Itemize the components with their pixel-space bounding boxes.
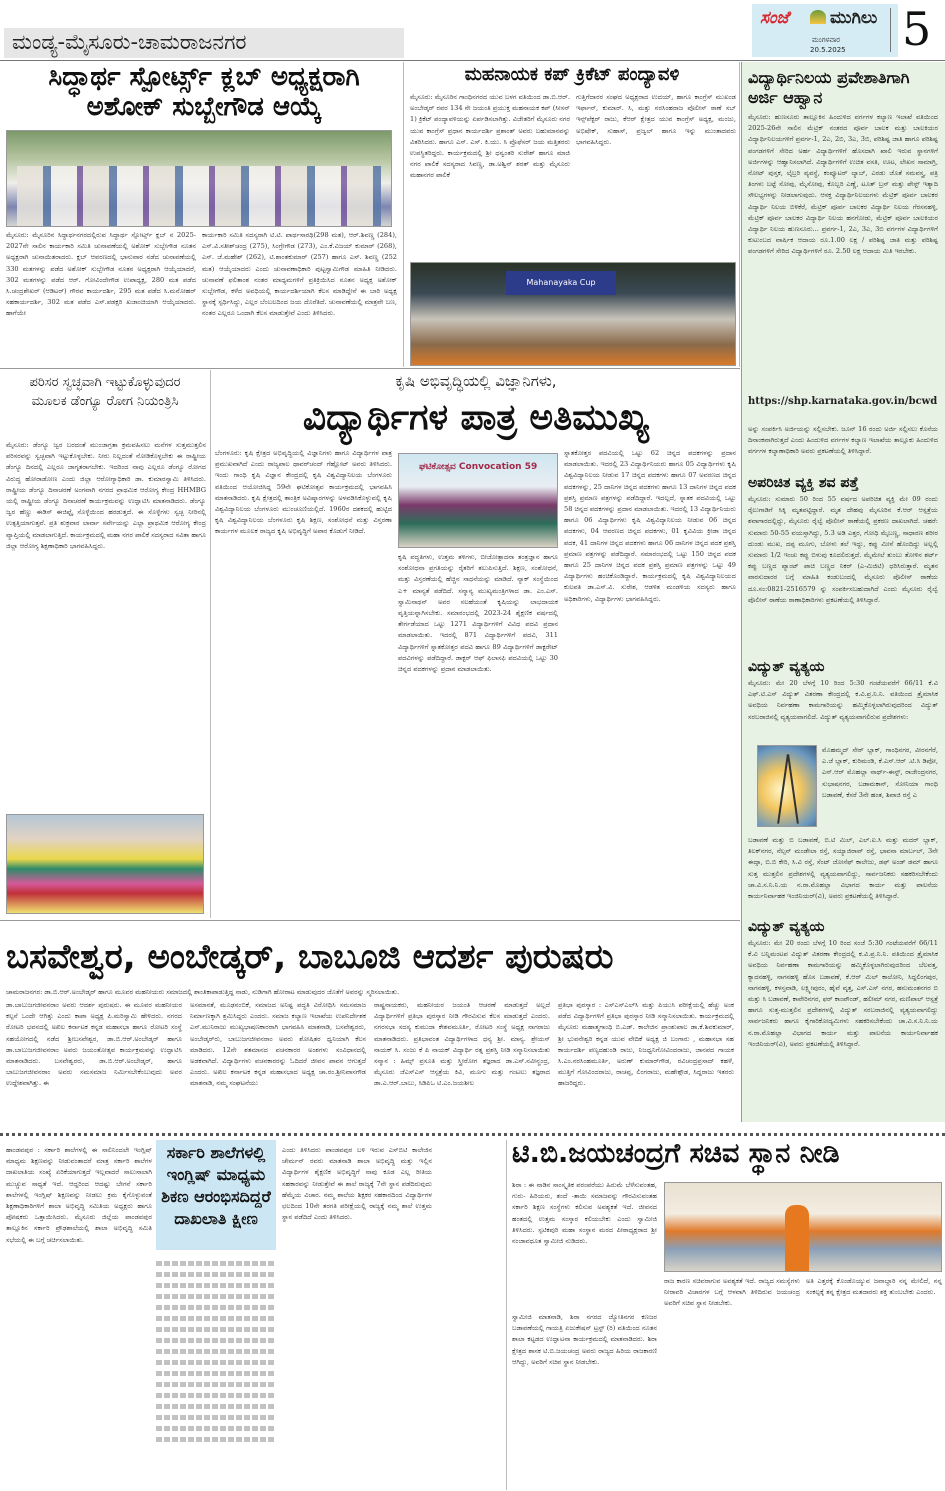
basaveshwara-headline: ಬಸವೇಶ್ವರ, ಅಂಬೇಡ್ಕರ್, ಬಾಬೂಜಿ ಆದರ್ಶ ಪುರುಷರು [6, 937, 614, 977]
col-divider [739, 62, 740, 367]
hostel-link[interactable] [748, 395, 938, 409]
jayachandra-headline: ಟಿ.ಬಿ.ಜಯಚಂದ್ರಗೆ ಸಚಿವ ಸ್ಥಾನ ನೀಡಿ [512, 1138, 840, 1169]
hostel-body-end: ಅನ್ನು ಸಂಪರ್ಕಿಸಿ ಅರ್ಜಿಯನ್ನು ಸಲ್ಲಿಸಬೇಕು. ಜೂನ್ 16 ರಂದು ಅರ್ಜಿ ಸಲ್ಲಿಸಲು ಕೊನೆಯ ದಿನಾಂಕವಾಗಿರುತ್ತದೆ ಎಂದು ಹಿಂದುಳಿದ ವರ್ಗಗಳ ಕಲ್ಯಾಣ ಇಲಾಖೆಯ ತಾಲ್ಲೂಕು ಹಿಂದುಳಿದ ವರ್ಗಗಳ ಕಲ್ಯಾಣಾಧಿಕಾರಿ ಅವರು ಪ್ರಕಟಣೆಯಲ್ಲಿ ತಿಳಿಸಿದ್ದಾರೆ. [748, 425, 938, 456]
weekday: ಮಂಗಳವಾರ [812, 36, 841, 44]
english-medium-col1: ಹಾಂಡವಪುರ : ಸರ್ಕಾರಿ ಶಾಲೆಗಳಲ್ಲಿ ಈ ಸಾಲಿನಿಂದಲೇ ಇಂಗ್ಲಿಷ್ ಮಾಧ್ಯಮ ಶಿಕ್ಷಣವನ್ನು ನೀಡುವಂತಾದರೆ ಮಾತ್ರ ಸರ್ಕಾರಿ ಶಾಲೆಗಳ ದಾಖಲಾತಿಯ ಸಂಖ್ಯೆ ಏರಿಕೆಯಾಗುತ್ತದೆ ಇಲ್ಲವಾದರೆ ಸಾಲುಸಾಲಾಗಿ ಮುಚ್ಚುವ ಸಾಧ್ಯತೆ ಇದೆ. ಆದ್ದರಿಂದ ಆದಷ್ಟು ಬೇಗನೆ ಸರ್ಕಾರಿ ಶಾಲೆಗಳಲ್ಲಿ ಇಂಗ್ಲಿಷ್ ಶಿಕ್ಷಣವನ್ನು ನೀಡಲು ಕ್ರಮ ಕೈಗೊಳ್ಳುವಂತೆ ಶಿಕ್ಷಣಾಧಿಕಾರಿಗಳಿಗೆ ಶಾಲಾ ಅಭಿವೃದ್ಧಿ ಸಮಿತಿಯ ಅಧ್ಯಕ್ಷರು ಹಾಗೂ ಪೋಷಕರು ಒತ್ತಾಯಿಸಿದರು. ಮೈಸೂರು ಜಿಲ್ಲೆಯ ಪಾಂಡವಪುರ ತಾಲ್ಲೂಕಿನ ಸರ್ಕಾರಿ ಪ್ರೌಢಶಾಲೆಯಲ್ಲಿ ಶಾಲಾ ಅಭಿವೃದ್ಧಿ ಸಮಿತಿ ಸಭೆಯಲ್ಲಿ ಈ ಬಗ್ಗೆ ಚರ್ಚಿಸಲಾಯಿತು. [6, 1146, 152, 1244]
col-divider [210, 370, 211, 918]
col-divider [506, 1140, 507, 1490]
unknown-body-headline: ಅಪರಿಚಿತ ವ್ಯಕ್ತಿ ಶವ ಪತ್ತೆ [748, 475, 859, 491]
sports-club-col1: ಮೈಸೂರು: ಮೈಸೂರಿನ ಸಿದ್ಧಾರ್ಥನಗರದಲ್ಲಿರುವ ಸಿದ್ಧಾರ್ಥ ಸ್ಪೋರ್ಟ್ಸ್ ಕ್ಲಬ್ ನ 2025-2027ನೇ ಸಾಲಿನ ಕಾರ್ಯಕಾರಿ ಸಮಿತಿ ಚುನಾವಣೆಯಲ್ಲಿ ಅಶೋಕ್ ಸುಬ್ಬೇಗೌಡ ನೂತನ ಅಧ್ಯಕ್ಷರಾಗಿ ಚುನಾಯಿತರಾದರು. ಕ್ಲಬ್ ಆವರಣದಲ್ಲಿ ಭಾನುವಾರ ನಡೆದ ಚುನಾವಣೆಯಲ್ಲಿ 330 ಮತಗಳನ್ನು ಪಡೆದ ಅಶೋಕ್ ಸುಬ್ಬೇಗೌಡ ನೂತನ ಅಧ್ಯಕ್ಷರಾಗಿ ಆಯ್ಕೆಯಾದರೆ, 302 ಮತಗಳನ್ನು ಪಡೆದ ಆರ್. ಗೋವಿಂದೇಗೌಡ ಉಪಾಧ್ಯಕ್ಷ, 280 ಮತ ಪಡೆದ ಸಿ.ಚಂದ್ರಶೇಖರ್ (ಆಡಿಟರ್) ಗೌರವ ಕಾರ್ಯದರ್ಶಿ, 295 ಮತ ಪಡೆದ ಸಿ.ಮನೋಹರ್ ಸಹಕಾರ್ಯದರ್ಶಿ, 302 ಮತ ಪಡೆದ ಎಸ್.ಪಡಕ್ಷರಿ ಖಜಾಂಚಿಯಾಗಿ ಆಯ್ಕೆಯಾದರು. ಹಾಗೆಯೇ [6, 231, 196, 318]
swamiji-figure [785, 1205, 809, 1272]
jayachandra-col4: ಅತಿ ಎತ್ತರಕ್ಕೆ ಕೊಂಡೊಯ್ಯುವ ಜವಾಬ್ದಾರಿ ನನ್ನ ಮೇಲಿದೆ, ನನ್ನ ಸಂಕಲ್ಪಕ್ಕೆ ತನ್ನ ಕ್ಷೇತ್ರದ ಮತದಾರರು ಶಕ್ತಿ ತುಂಬಬೇಕು ಎಂದರು. [806, 1277, 942, 1297]
logo-text-red: ಸಂಜೆ [760, 8, 789, 28]
agriculture-col2: ಕೃಷಿ ಪದ್ಧತಿಗಳು, ಉತ್ತಮ ತಳಿಗಳು, ಬೀಜೋತ್ಪಾದನಾ ತಂತ್ರಜ್ಞಾನ ಹಾಗೂ ಸಂಶೋಧನಾ ಪ್ರಗತಿಯನ್ನು ರೈತರಿಗೆ ತಲುಪಿಸುತ್ತಿದೆ. ಶಿಕ್ಷಣ, ಸಂಶೋಧನೆ, ಮತ್ತು ವಿಸ್ತರಣೆಯಲ್ಲಿ ಹೆಚ್ಚಿನ ಸಾಧನೆಯನ್ನು ಮಾಡಿದೆ. ನ್ಯಾಕ್ ಸಂಸ್ಥೆಯಿಂದ ಎ+ ಮಾನ್ಯತೆ ಪಡೆದಿದೆ. ಸನ್ಮಾನ್ಯ ಮುಖ್ಯಮಂತ್ರಿಗಳಾದ ಡಾ. ಎಂ.ಎಸ್. ಸ್ವಾಮಿನಾಥನ್ ಅವರ ಸಲಹೆಯಂತೆ ಕೃಷಿಯನ್ನು ಲಾಭದಾಯಕ ವೃತ್ತಿಯನ್ನಾಗಿಸಬೇಕು. ಸಮಾರಂಭದಲ್ಲಿ 2023-24 ಶೈಕ್ಷಣಿಕ ವರ್ಷದಲ್ಲಿ ತೇರ್ಗಡೆಯಾದ ಒಟ್ಟು 1271 ವಿದ್ಯಾರ್ಥಿಗಳಿಗೆ ವಿವಿಧ ಪದವಿ ಪ್ರದಾನ ಮಾಡಲಾಯಿತು. ಇದರಲ್ಲಿ 871 ವಿದ್ಯಾರ್ಥಿಗಳಿಗೆ ಪದವಿ, 311 ವಿದ್ಯಾರ್ಥಿಗಳಿಗೆ ಸ್ನಾತಕೋತ್ತರ ಪದವಿ ಹಾಗೂ 89 ವಿದ್ಯಾರ್ಥಿಗಳಿಗೆ ಡಾಕ್ಟರೇಟ್ ಪದವಿಗಳನ್ನು ಪಡೆದಿದ್ದಾರೆ. ಡಾಕ್ಟರ್ ಆಫ್ ಫಿಲಾಸಫಿ ಪದವಿಯಲ್ಲಿ ಒಟ್ಟು 30 ಚಿನ್ನದ ಪದಕಗಳನ್ನು ಪ್ರದಾನ ಮಾಡಲಾಯಿತು. [398, 553, 558, 674]
english-medium-col2: ಎಂದು ತಿಳಿಸಿದರು ಪಾಂಡವಪುರ ಬಳಿ ಇರುವ ಎಸ್‌ಬಿಟಿ ಕಾಲೇಜಿನ ಚೇರ್ಮನ್ ರವರು ಮಾತನಾಡಿ ಶಾಲಾ ಅಭಿವೃದ್ಧಿ ಮತ್ತು ಇಲ್ಲಿನ ವಿದ್ಯಾರ್ಥಿಗಳ ಶೈಕ್ಷಣಿಕ ಅಭಿವೃದ್ಧಿಗೆ ನಾವು ಕೂಡ ಎಲ್ಲ ರೀತಿಯ ಸಹಕಾರವನ್ನು ನೀಡುತ್ತೇವೆ ಈ ಶಾಲೆ ರಾಜ್ಯಕ್ಕೆ 7ನೇ ಸ್ಥಾನ ಪಡೆದಿರುವುದು ಹೆಮ್ಮೆಯ ವಿಚಾರ. ನಮ್ಮ ಶಾಲೆಯ ಶಿಕ್ಷಕರ ಸಹಕಾರದಿಂದ ವಿದ್ಯಾರ್ಥಿಗಳ ಛಲದಿಂದ 10ನೇ ತರಗತಿ ಪರೀಕ್ಷೆಯಲ್ಲಿ ರಾಜ್ಯಕ್ಕೆ ನಮ್ಮ ಶಾಲೆ ಉತ್ತಮ ಸ್ಥಾನ ಪಡೆದಿದೆ ಎಂದು ತಿಳಿಸಿದರು. [282, 1146, 432, 1222]
cricket-col1: ಮೈಸೂರು: ಮೈಸೂರಿನ ಗಾಂಧಿನಗರದ ಯುವ ಬಳಗ ವತಿಯಿಂದ ಡಾ.ಬಿ.ಆರ್. ಅಂಬೇಡ್ಕರ್ ರವರ 134 ನೇ ಜಯಂತಿ ಪ್ರಯುಕ್ತ ಮಹನಾಯಕ ಕಪ್ (ಸೀಸನ್ 1) ಕ್ರಿಕೆಟ್ ಪಂದ್ಯಾವಳಿಯನ್ನು ಏರ್ಪಡಿಸಲಾಗಿತ್ತು. ವಿಜೇತರಿಗೆ ಮೈಸೂರು ನಗರ ಯುವ ಕಾಂಗ್ರೆಸ್ ಪ್ರಧಾನ ಕಾರ್ಯದರ್ಶಿ ಪ್ರಶಾಂತ್ ಅವರು ಬಹುಮಾನವನ್ನು ವಿತರಿಸಿದರು. ಹಾಗೂ ಎಸ್. ಎಸ್. ಕಿ.ಯು. ಸಿ ಪ್ರೊಫೆಸರ್ ಜಯ ಮತ್ತಿತರರು ಉಪಸ್ಥಿತರಿದ್ದರು. ಕಾರ್ಯಕ್ರಮದಲ್ಲಿ ಶ್ರೀ ಧನ್ವಂತರಿ ಸುರೇಶ್ ಹಾಗೂ ಮಾಜಿ ನಗರ ಪಾಲಿಕೆ ಸದಸ್ಯರಾದ ಸಿವಣ್ಣ, ಡಾ.ಅಶ್ವಿನ್ ಶರತ್ ಮತ್ತು ಮೈಸೂರು ಮಹಾನಗರ ಪಾಲಿಕೆ [410, 93, 570, 180]
power-tower-photo [757, 745, 817, 827]
power-cut-1-bottom: ಬಡಾವಣೆ ಮತ್ತು ಬಿ ಬಡಾವಣೆ, ಬಿ.ಟಿ ಮಿಲ್, ಎಲ್.ಐ.ಸಿ ಮತ್ತು ಮದರ್ ಬ್ಲಾಕ್, ತಿಲಕ್‌ನಗರ, ನೆಲ್ಸನ್ ಮಂಡೇಲಾ ರಸ್ತೆ, ಸಯ್ಯಾಜಿರಾವ್ ರಸ್ತೆ, ಭಾವನಾ ಮಾರ್ಬಲ್, 3ನೇ ಈದ್ಗಾ, ಬಿ.ಬಿ ಕೇರಿ, ಸಿ.ವಿ ರಸ್ತೆ, ಸೆಂಟ್ ಜೋಸೆಫ್ ಕಾಲೇಜು, ಡಫ್ ಅಂಡ್ ಡಮ್ ಹಾಗೂ ಸುತ್ತ ಮುತ್ತಲಿನ ಪ್ರದೇಶಗಳಲ್ಲಿ ವ್ಯತ್ಯಯವಾಗಲಿದ್ದು, ಸಾರ್ವಜನಿಕರು ಸಹಕರಿಸಬೇಕೆಂದು ಚಾ.ವಿ.ಸ.ನಿ.ನಿ.ಯ ನ.ರಾ.ಮೊಹಲ್ಲಾ ವಿಭಾಗದ ಕಾರ್ಯ ಮತ್ತು ಪಾಲನೆಯ ಕಾರ್ಯನಿರ್ವಾಹಕ ಇಂಜಿನಿಯರ್(ವಿ), ಅವರು ಪ್ರಕಟಣೆಯಲ್ಲಿ ತಿಳಿಸಿದ್ದಾರೆ. [748, 836, 938, 901]
island-logo-icon [810, 10, 826, 24]
jayachandra-col3: ರಾಜ ಕಾರಣ ಸಚಿವರಾಗುವ ಅವಶ್ಯಕತೆ ಇದೆ. ರಾಜ್ಯದ ಸಮಸ್ಯೆಗಳು ನೀರಾವರಿ ವಿಚಾರಗಳ ಬಗ್ಗೆ ಆಳವಾಗಿ ತಿಳಿದಿರುವ ಜಯಚಂದ್ರ ಅವರಿಗೆ ಸಚಿವ ಸ್ಥಾನ ನೀಡಬೇಕು. [664, 1277, 800, 1308]
english-medium-headline: ಸರ್ಕಾರಿ ಶಾಲೆಗಳಲ್ಲಿ ಇಂಗ್ಲಿಷ್ ಮಾಧ್ಯಮ ಶಿಕಣ ಆರಂಭಿಸದಿದ್ದರೆ ದಾಖಲಾತಿ ಕ್ಷೀಣ [161, 1143, 271, 1228]
issue-date: 20.5.2025 [810, 46, 846, 54]
power-cut-1-wrap: ಮೊಹಮ್ಮದ್ ಸೇಠ್ ಬ್ಲಾಕ್, ಗಾಂಧಿನಗರ, ವೀರನಗೆರೆ, ಎ.ಜೆ ಬ್ಲಾಕ್, ಕುರಿಮಂಡಿ, ಕೆ.ಎಸ್.ಆರ್ .ಟಿ.ಸಿ ಡಿಪೋ, ಎನ್.ಆರ್ ಮೊಹಲ್ಲಾ ನಾರ್ಥ್-ಈಸ್ಟ್, ರಾಜೇಂದ್ರನಗರ, ಸುಭಾಷನಗರ, ಬಡಾಮಕಾನ್, ಸೋನಿಯಾ ಗಾಂಧಿ ಬಡಾವಣೆ, ಕೆಸರೆ 3ನೇ ಹಂತ, ಶಿವಾಜಿ ರಸ್ತೆ ಎ [822, 746, 938, 799]
dengue-body: ಮೈಸೂರು: ಡೆಂಗ್ಯೂ ಜ್ವರ ಬರದಂತೆ ಮುಂಜಾಗ್ರತಾ ಕ್ರಮವಹಿಸಲು ಮನೆಗಳ ಸುತ್ತಮುತ್ತಲಿನ ಪರಿಸರವನ್ನು ಸ್ವಚ್ಛವಾಗಿ ಇಟ್ಟುಕೊಳ್ಳಬೇಕು. ನೀರು ನಿಲ್ಲದಂತೆ ನೋಡಿಕೊಳ್ಳಬೇಕು ಈ ರಾಷ್ಟ್ರೀಯ ಡೆಂಗ್ಯೂ ದಿನದಲ್ಲಿ ಎಲ್ಲರೂ ಜಾಗೃತರಾಗಬೇಕು. ಇದರಿಂದ ನಾವು ಎಲ್ಲರೂ ಡೆಂಗ್ಯೂ ರೋಗದ ವಿರುದ್ಧ ಹೋರಾಡೋಣ ಎಂದು ಜಿಲ್ಲಾ ಆರೋಗ್ಯಾಧಿಕಾರಿ ಡಾ. ಕುಮಾರಸ್ವಾಮಿ ತಿಳಿಸಿದರು. ರಾಷ್ಟ್ರೀಯ ಡೆಂಗ್ಯೂ ದಿನಾಚರಣೆ ಅಂಗವಾಗಿ ನಗರದ ಪ್ರಾಥಮಿಕ ಆರೋಗ್ಯ ಕೇಂದ್ರ HHMBG ಯಲ್ಲಿ ರಾಷ್ಟ್ರೀಯ ಡೆಂಗ್ಯೂ ದಿನಾಚರಣೆ ಕಾರ್ಯಕ್ರಮವನ್ನು ಉದ್ಘಾಟಿಸಿ ಮಾತನಾಡಿದರು. ಡೆಂಗ್ಯೂ ಜ್ವರ ಹೆಣ್ಣು ಈಡಿಸ್ ಈಜಿಪ್ಟೈ ಸೊಳ್ಳೆಯಿಂದ ಹರಡುತ್ತದೆ. ಈ ಸೊಳ್ಳೆಗಳು ಸ್ವಚ್ಛ ನೀರಿನಲ್ಲಿ ಉತ್ಪತ್ತಿಯಾಗುತ್ತವೆ. ಪ್ರತಿ ಶುಕ್ರವಾರ ಲಾರ್ವಾ ಸರ್ವೇಯನ್ನು ಎಲ್ಲಾ ಪ್ರಾಥಮಿಕ ಆರೋಗ್ಯ ಕೇಂದ್ರ ವ್ಯಾಪ್ತಿಯಲ್ಲಿ ಮಾಡಲಾಗುತ್ತಿದೆ. ಕಾರ್ಯಕ್ರಮದಲ್ಲಿ ಮಹಾ ನಗರ ಪಾಲಿಕೆ ಸದಸ್ಯರಾದ ಸವಿತಾ ಹಾಗೂ ಜಿಲ್ಲಾ ಆರೋಗ್ಯ ಶಿಕ್ಷಣಾಧಿಕಾರಿ ಭಾಗವಹಿಸಿದ್ದರು. [6, 441, 206, 550]
hostel-body: ಮೈಸೂರು: ಹುಣಸೂರು ತಾಲ್ಲೂಕಿನ ಹಿಂದುಳಿದ ವರ್ಗಗಳ ಕಲ್ಯಾಣ ಇಲಾಖೆ ವತಿಯಿಂದ 2025-26ನೇ ಸಾಲಿನ ಮೆಟ್ರಿಕ್ ನಂತರದ ಪೂರ್ವ ಬಾಲಕ ಮತ್ತು ಬಾಲಕಿಯರ ವಿದ್ಯಾರ್ಥಿನಿಲಯಗಳಿಗೆ ಪ್ರವರ್ಗ-1, 2ಎ, 2ಬಿ, 3ಎ, 3ಬಿ, ಪರಿಶಿಷ್ಟ ಜಾತಿ ಹಾಗೂ ಪರಿಶಿಷ್ಟ ಪಂಗಡಗಳಿಗೆ ಸೇರಿದ ಅರ್ಹ ವಿದ್ಯಾರ್ಥಿಗಳಿಗೆ ಹೊಸದಾಗಿ ಖಾಲಿ ಇರುವ ಸ್ಥಾನಗಳಿಗೆ ಅರ್ಜಿಗಳನ್ನು ಆಹ್ವಾನಿಸಲಾಗಿದೆ. ವಿದ್ಯಾರ್ಥಿಗಳಿಗೆ ಉಚಿತ ವಸತಿ, ಊಟ, ಲೇಖನ ಸಾಮಾಗ್ರಿ, ನೋಟ್ ಪುಸ್ತಕ, ಲೈಬ್ರರಿ ವ್ಯವಸ್ಥೆ, ಕಂಪ್ಯೂಟರ್ ಲ್ಯಾಬ್, ಎರಡು ಜೊತೆ ಸಮವಸ್ತ್ರ, ಪತ್ರಿ ತಿಂಗಳು ಬಟ್ಟೆ ಸೋಪು, ಮೈಸೋಪು, ಕೊಬ್ಬರಿ ಎಣ್ಣೆ, ಟೂತ್ ಬ್ರಸ್ ಮತ್ತು ಪೇಸ್ಟ್ ಇತ್ಯಾದಿ ಸೌಲಭ್ಯಗಳನ್ನು ನೀಡಲಾಗುವುದು. ಆಸಕ್ತ ವಿದ್ಯಾರ್ಥಿನಿಲಯಗಳು ಮೆಟ್ರಿಕ್ ಪೂರ್ವ ಬಾಲಕರ ವಿದ್ಯಾರ್ಥಿ ನಿಲಯ ಬಿಳಿಕೆರೆ, ಮೆಟ್ರಿಕ್ ಪೂರ್ವ ಬಾಲಕರ ವಿದ್ಯಾರ್ಥಿ ನಿಲಯ ಗೆರಸನಹಳ್ಳಿ, ಮೆಟ್ರಿಕ್ ಪೂರ್ವ ಬಾಲಕರ ವಿದ್ಯಾರ್ಥಿ ನಿಲಯ ಹನಗೋಡು, ಮೆಟ್ರಿಕ್ ಪೂರ್ವ ಬಾಲಕಿಯರ ವಿದ್ಯಾರ್ಥಿ ನಿಲಯ ಹುಣಸೂರು... ಪ್ರವರ್ಗ-1, 2ಎ, 3ಎ, 3ಬಿ ವರ್ಗಗಳ ವಿದ್ಯಾರ್ಥಿಗಳಿಗೆ ಕುಟುಂಬದ ವಾರ್ಷಿಕ ಆದಾಯ ರೂ.1.00 ಲಕ್ಷ / ಪರಿಶಿಷ್ಟ ಜಾತಿ ಮತ್ತು ಪರಿಶಿಷ್ಟ ಪಂಗಡಗಳಿಗೆ ಸೇರಿದ ವಿದ್ಯಾರ್ಥಿಗಳಿಗೆ ರೂ. 2.50 ಲಕ್ಷ ಆದಾಯ ಮಿತಿ ಇರಬೇಕು. [748, 113, 938, 256]
power-cut-2-body: ಮೈಸೂರು: ಮೇ 20 ರಂದು ಬೆಳಗ್ಗೆ 10 ರಿಂದ ಸಂಜೆ 5:30 ಗಂಟೆಯವರೆಗೆ 66/11 ಕೆ.ವಿ ಬನ್ನಿಮಂಟಪ ವಿದ್ಯುತ್ ವಿತರಣಾ ಕೇಂದ್ರದಲ್ಲಿ ಕ.ವಿ.ಪ್ರ.ನಿ.ನಿ. ವತಿಯಿಂದ ತ್ರೈಮಾಸಿಕ ಅವಧಿಯ ನಿರ್ವಹಣಾ ಕಾಮಗಾರಿಯನ್ನು ಹಮ್ಮಿಕೊಳ್ಳಲಾಗಿರುವುದರಿಂದ ಬೆಲವತ್ತ, ಕ್ಯಾದನಹಳ್ಳಿ, ನಾಗನಹಳ್ಳಿ ಹೊಸ ಬಡಾವಣೆ, ಕೆ.ಆರ್ ಮಿಲ್ ಕಾಲೋನಿ, ಸಿದ್ದಲಿಂಗಪುರ, ನಾಗನಹಳ್ಳಿ, ಕಳಸ್ತವಾಡಿ, ಲಕ್ಷ್ಮೀಪುರಂ, ಹೈವೆ ವೃತ್ತ, ಎಸ್.ಎಸ್ ನಗರ, ಹನುಮಂತನಗರ ಬಿ ಮತ್ತು ಸಿ ಬಡಾವಣೆ, ಕಾವೇರಿನಗರ, ಫರ್ ಕಾಂಪೌಂಡ್, ಹಲೀಮ್ ನಗರ, ಮಣಿಪಾಲ್ ಆಸ್ಪತ್ರೆ ಹಾಗೂ ಸುತ್ತ-ಮುತ್ತಲಿನ ಪ್ರದೇಶಗಳಲ್ಲಿ ವಿದ್ಯುತ್ ಸರಬರಾಜಿನಲ್ಲಿ ವ್ಯತ್ಯಯವಾಗಲಿದ್ದು ಸಾರ್ವಜನಿಕರು ಹಾಗೂ ಕೈಗಾರಿಕೋದ್ಯಮಿಗಳು ಸಹಕರಿಸಬೇಕೆಂದು ಚಾ.ವಿ.ಸ.ನಿ.ನಿ.ಯ ನ.ರಾ.ಮೊಹಲ್ಲಾ ವಿಭಾಗದ ಕಾರ್ಯ ಮತ್ತು ಪಾಲನೆಯ ಕಾರ್ಯನಿರ್ವಾಹಕ ಇಂಜಿನಿಯರ್(ವಿ), ಅವರು ಪ್ರಕಟಣೆಯಲ್ಲಿ ತಿಳಿಸಿದ್ದಾರೆ. [748, 939, 938, 1048]
paper-logo [752, 4, 898, 57]
sports-club-headline: ಸಿದ್ಧಾರ್ಥ ಸ್ಪೋರ್ಟ್ಸ್ ಕ್ಲಬ್ ಅಧ್ಯಕ್ಷರಾಗಿ ಅಶೋಕ್ ಸುಬ್ಬೇಗೌಡ ಆಯ್ಕೆ [48, 62, 360, 122]
sports-club-col2: ಕಾರ್ಯಕಾರಿ ಸಮಿತಿ ಸದಸ್ಯರಾಗಿ ಟಿ.ಟಿ. ಪಾರ್ಥಸಾರಥಿ(298 ಮತ), ಆರ್.ಶಿವಣ್ಣ (284), ಎಸ್.ವಿ.ಸತೀಶ್‌ಚಂದ್ರ (275), ಸಿಂಗ್ರೇಗೌಡ (273), ಎಂ.ಕೆ.ವಿಜಯ್ ಕುಮಾರ್ (268), ಎಸ್. ಜೆ.ಮಹೇಶ್ (262), ಟಿ.ಶಾಂತಕುಮಾರ್ (257) ಹಾಗೂ ಎಸ್. ಶಿವಣ್ಣ (252 ಮತ) ಆಯ್ಕೆಯಾದರು ಎಂದು ಚುನಾವಣಾಧಿಕಾರಿ ಪುಟ್ಟಸ್ವಾಮಿಗೌಡ ಮಾಹಿತಿ ನೀಡಿದರು. ಚುನಾವಣೆ ಫಲಿತಾಂಶ ನಂತರ ಮಾಧ್ಯಮಗಳಿಗೆ ಪ್ರತಿಕ್ರಿಯಿಸಿದ ನೂತನ ಅಧ್ಯಕ್ಷ ಅಶೋಕ್ ಸುಬ್ಬೇಗೌಡ, ಕಳೆದ ಅವಧಿಯಲ್ಲಿ ಕಾರ್ಯದರ್ಶಿಯಾಗಿ ಕೆಲಸ ಮಾಡಿದ್ದೇನೆ ಈ ಬಾರಿ ಅಧ್ಯಕ್ಷ ಸ್ಥಾನಕ್ಕೆ ಸ್ಪರ್ಧಿಸಿದ್ದು, ಎಲ್ಲರ ಬೆಂಬಲದಿಂದ ಜಯ ದೊರೆತಿದೆ. ಚುನಾವಣೆಯಲ್ಲಿ ಮಾತ್ರವೇ ಬಣ, ನಂತರ ಎಲ್ಲರೂ ಒಂದಾಗಿ ಕೆಲಸ ಮಾಡುತ್ತೇವೆ ಎಂದು ತಿಳಿಸಿದರು. [202, 231, 397, 318]
logo-text-dark: ಮುಗಿಲು [830, 8, 878, 28]
basaveshwara-col1: ಡಾ.ಬಾಬುಜಗಜೀವನರಾಂ ಅವರು ಆದರ್ಶ ಪುರುಷರು. ಈ ಮೂವರ ಮಹನೀಯರ ಕಲ್ಪನೆ ಒಂದೇ ಆಗಿತ್ತು ಎಂದು ಕಾಪಾ ಅಧ್ಯಕ್ಷ ಪಿ.ಮರಿಸ್ವಾಮಿ ಹೇಳಿದರು. ನಗರದ ರೋಟರಿ ಭವನದಲ್ಲಿ ಅಖಿಲ ಕರ್ನಾಟಕ ಕನ್ನಡ ಮಹಾಸಭಾ ಹಾಗೂ ರೋಟರಿ ಸಂಸ್ಥೆ ಸಹಯೋಗದಲ್ಲಿ ನಡೆದ ಶ್ರೀಬಸವೇಶ್ವರ, ಡಾ.ಬಿ.ಆರ್.ಅಂಬೇಡ್ಕರ್ ಹಾಗೂ ಡಾ.ಬಾಬುಜಗಜೀವನರಾಂ ಅವರು ಜಯಂತೋತ್ಸವ ಕಾರ್ಯಕ್ರಮವನ್ನು ಉದ್ಘಾಟಿಸಿ ಮಾತನಾಡಿದರು. ಬಸವೇಶ್ವರರು, ಡಾ.ಬಿ.ಆರ್.ಅಂಬೇಡ್ಕರ್, ಹಾಗೂ ಬಾಬುಜಗಜೀವನರಾಂ ಅವರು ಸಮಸಮಾಜ ನಿರ್ಮಿಸಬೇಕೆಂಬುವುದು ಅವರ ಉದ್ದೇಶವಾಗಿತ್ತು. ಈ [6, 1001, 182, 1088]
english-medium-col3 [156, 1255, 276, 1485]
hostel-headline: ವಿದ್ಯಾರ್ಥಿನಿಲಯ ಪ್ರವೇಶಾತಿಗಾಗಿ ಅರ್ಜಿ ಆಹ್ವಾನ [748, 68, 910, 107]
power-cut-1-top: ಮೈಸೂರು: ಮೇ 20 ಬೆಳಗ್ಗೆ 10 ರಿಂದ 5:30 ಗಂಟೆಯವರೆಗೆ 66/11 ಕೆ.ವಿ ಎಫ್.ಟಿ.ಎಸ್ ವಿದ್ಯುತ್ ವಿತರಣಾ ಕೇಂದ್ರದಲ್ಲಿ ಕ.ವಿ.ಪ್ರ.ನಿ.ನಿ. ವತಿಯಿಂದ ತ್ರೈಮಾಸಿಕ ಅವಧಿಯ ನಿರ್ವಹಣಾ ಕಾಮಗಾರಿಯನ್ನು ಹಮ್ಮಿಕೊಳ್ಳಲಾಗಿರುವುದರಿಂದ ವಿದ್ಯುತ್ ಸರಬರಾಜಿನಲ್ಲಿ ವ್ಯತ್ಯಯವಾಗಲಿದೆ. ವಿದ್ಯುತ್ ವ್ಯತ್ಯಯವಾಗಲಿರುವ ಪ್ರದೇಶಗಳು: [748, 679, 938, 721]
dotted-rule [0, 1133, 945, 1137]
agriculture-kicker: ಕೃಷಿ ಅಭಿವೃದ್ಧಿಯಲ್ಲಿ ವಿಜ್ಞಾನಿಗಳು, [395, 372, 557, 390]
agriculture-headline: ವಿದ್ಯಾರ್ಥಿಗಳ ಪಾತ್ರ ಅತಿಮುಖ್ಯ [302, 397, 650, 438]
basaveshwara-col2: ಅಸಮಾನತೆ, ಮೂಢನಂಬಿಕೆ, ಸಮಾಜದ ಅನಿಷ್ಟ ಪದ್ಧತಿ ವಿರೋಧಿಸಿ ಸಮಸಮಾಜ ನಿರ್ಮಾಣಕ್ಕಾಗಿ ಶ್ರಮಿಸಿದ್ದರು ಎಂದರು. ಸಮಾಜ ಕಲ್ಯಾಣ ಇಲಾಖೆಯ ಉಪನಿರ್ದೇಶಕ ಎಸ್.ಮುನಿರಾಜು ಮುಖ್ಯಭಾಷಣಕಾರರಾಗಿ ಭಾಗವಹಿಸಿ ಮಾತನಾಡಿ, ಬಸವೇಶ್ವರರು, ಅಂಬೇಡ್ಕರ್‌ರು, ಬಾಬುಜಗಜೀವನರಾಂ ಅವರು ಶೋಷಿತರ ಧ್ವನಿಯಾಗಿ ಕೆಲಸ ಮಾಡಿದರು. 12ನೇ ಶತಮಾನದ ವಚನಕಾರರ ಅಂಶಗಳು ಸಂವಿಧಾನದಲ್ಲಿ ಅಡಕವಾಗಿದೆ. ವಿದ್ಯಾರ್ಥಿಗಳು ವಚನಕಾರರನ್ನು ಓದಿದರೆ ಜೀವನ ಪಾವನ ಆಗುತ್ತದೆ ಎಂದರು. ಅಖಿಲ ಕರ್ನಾಟಕ ಕನ್ನಡ ಮಹಾಸಭಾದ ಅಧ್ಯಕ್ಷ ಚಾ.ರಂ.ಶ್ರೀನಿವಾಸಗೌಡ ಮಾತನಾಡಿ, ನಮ್ಮ ಸಂಘಟನೆಯು [190, 1001, 366, 1088]
jayachandra-col2: ಸ್ವಾಮೀಜಿ ಮಾತನಾಡಿ, ಶಿರಾ ನಗರದ ಜ್ಯೋತಿನಗರ ಕಣಜರ ಬಡಾವಣೆಯಲ್ಲಿ ಗಾಯತ್ರಿ ಏಜುಕೇಷನ್ ಟ್ರಸ್ಟ್ (ರಿ) ವತಿಯಿಂದ ನೂತನ ಶಾಲಾ ಕಟ್ಟಡದ ಉದ್ಘಾಟನಾ ಕಾರ್ಯಕ್ರಮದಲ್ಲಿ ಮಾತನಾಡಿದರು. ಶಿರಾ ಕ್ಷೇತ್ರದ ಶಾಸಕ ಟಿ.ಬಿ.ಜಯಚಂದ್ರ ಅವರು ರಾಜ್ಯದ ಹಿರಿಯ ರಾಜಕಾರಣಿ ಆಗಿದ್ದು, ಅವರಿಗೆ ಸಚಿವ ಸ್ಥಾನ ನೀಡಬೇಕು. [512, 1313, 657, 1366]
section-rule [0, 920, 740, 921]
power-cut-2-headline: ವಿದ್ಯುತ್ ವ್ಯತ್ಯಯ [748, 919, 825, 935]
convocation-photo [398, 453, 558, 548]
jayachandra-col1: ಶಿರಾ : ಈ ನಾಡಿನ ಸಾಂಸ್ಕೃತಿಕ ಪರಂಪರೆಯು ಹಿರುಮೆ ಬೆಳೆಸುವಂತಹ, ಗುರು- ಹಿರಿಯರು, ತಂದೆ -ತಾಯಿ ಸಮಾಜವನ್ನು ಗೌರವಿಸುವಂತಹ ಸರ್ಕಾರಿ ಶಿಕ್ಷಣ ಸಂಸ್ಥೆಗಳು ಕಲಿಸುವ ಅವಶ್ಯಕತೆ ಇದೆ. ಜೀವನದ ಹಂತದಲ್ಲಿ ಉತ್ತಮ ಸಂಸ್ಕಾರ ಕಲಿಯಬೇಕು ಎಂದು ಸ್ವಾಮೀಜಿ ತಿಳಿಸಿದರು. ಸ್ಪಟಿಕಪುರಿ ಮಹಾ ಸಂಸ್ಥಾನ ಮಠದ ಪೀಠಾಧ್ಯಕ್ಷರಾದ ಶ್ರೀ ನಂಜಾವಧೂತ ಸ್ವಾಮೀಜಿ ನುಡಿದರು. [512, 1181, 657, 1246]
basaveshwara-col4: ಪ್ರತಿಭಾ ಪುರಸ್ಕಾರ : ಎಸ್‌ಎಸ್‌ಎಲ್‌ಸಿ ಮತ್ತು ಪಿಯುಸಿ ಪರೀಕ್ಷೆಯಲ್ಲಿ ಹೆಚ್ಚು ಅಂಕ ಪಡೆದ ವಿದ್ಯಾರ್ಥಿಗಳಿಗೆ ಪ್ರತಿಭಾ ಪುರಸ್ಕಾರ ನೀಡಿ ಸನ್ಮಾನಿಸಲಾಯಿತು. ಕಾರ್ಯಕ್ರಮದಲ್ಲಿ ಮೈಸೂರು ಮಹಾತ್ಮಗಾಂಧಿ ಬಿ.ಎಡ್. ಕಾಲೇಜಿನ ಪ್ರಾಂಶುಪಾಲ ಡಾ.ಕೆ.ಶಿವಕುಮಾರ್, ಶ್ರೀ ಭುವನೇಶ್ವರಿ ಕನ್ನಡ ಯುವ ವೇದಿಕೆ ಅಧ್ಯಕ್ಷ ಜಿ ಬಂಗಾರು , ಮಹಾಸಭಾ ಸಹ ಕಾರ್ಯದರ್ಶಿ ಪಣ್ಯದಹುಂಡಿ ರಾಜು, ನಿಜಧ್ವನಿಗೋವಿಂದರಾಜು, ಜಾನಪದ ಗಾಯಕ ಸಿ.ಎಂ.ನರಸಿಂಹಮೂರ್ತಿ, ಅರುಣ್ ಕುಮಾರ್‌ಗೌಡ, ರವಿಚಂದ್ರಪ್ರಸಾದ್ ಕಹಳೆ, ಮುತ್ತಿಗೆ ಗೋವಿಂದರಾಜು, ರಾಚಪ್ಪ, ಲಿಂಗರಾಜು, ಮಹೇಶ್ಗೌಡ, ಸಿದ್ದರಾಜು ಇತರರು ಹಾಜರಿದ್ದರು. [558, 1001, 734, 1088]
section-title: ಮಂಡ್ಯ-ಮೈಸೂರು-ಚಾಮರಾಜನಗರ [12, 30, 247, 54]
lamp-lighting-photo [6, 814, 204, 914]
mahanayaka-cup-photo [410, 262, 736, 366]
convocation-banner-text: ಘಟಿಕೋತ್ಸವ Convocation 59 [419, 462, 538, 472]
dengue-headline: ಪರಿಸರ ಸ್ವಚ್ಛವಾಗಿ ಇಟ್ಟುಕೊಳ್ಳುವುದರ ಮೂಲಕ ಡೆಂಗ್ಯೂ ರೋಗ ನಿಯಂತ್ರಿಸಿ [29, 375, 181, 409]
masthead-rule [0, 60, 945, 61]
cup-banner: Mahanayaka Cup [506, 271, 616, 295]
basaveshwara-col3: ರಾಷ್ಟ್ರನಾಯಕರು, ಮಹನೀಯರ ಜಯಂತಿ ಆಚರಣೆ ಮಾಡುತ್ತದೆ ಅಲ್ಲದೆ ವಿದ್ಯಾರ್ಥಿಗಳಿಗೆ ಪ್ರತಿಭಾ ಪುರಸ್ಕಾರ ನೀಡಿ ಗೌರವಿಸುವ ಕೆಲಸ ಮಾಡುತ್ತದೆ ಎಂದರು. ನಗರಸಭಾ ಸದಸ್ಯ ಕುಮುದಾ ಕೇಶವಮೂರ್ತಿ, ರೋಟರಿ ಸಂಸ್ಥೆ ಅಧ್ಯಕ್ಷ ನಾಗರಾಜು ಮಾತನಾಡಿದರು. ಪ್ರತಿಭಾವಂತ ವಿದ್ಯಾರ್ಥಿಗಳಾದ ಧನ್ಯ ಶ್ರೀ. ಮಾನ್ಯ. ಶ್ರೇಯಸ್ ನಾಯಕ್ ಸಿ. ಸಂಜು ಕೆ ಪಿ ನಾಯಕ್ ವಿದ್ಯಾರ್ಥಿ ರತ್ನ ಪ್ರಶಸ್ತಿ ನೀಡಿ ಸನ್ಮಾನಿಸಲಾಯಿತು ಸನ್ಮಾನ : ಹಿಮ್ಸ್ ಪ್ರಸೂತಿ ಮತ್ತು ಸ್ತ್ರೀರೋಗ ತಜ್ಞರಾದ ಡಾ.ಎಸ್.ನವೀನ್ಚಂದ್ರ, ಮೈಸೂರು ಜೆಎಸ್‌ಎಸ್ ಆಸ್ಪತ್ರೆಯ ಕಿವಿ, ಮೂಗು ಮತ್ತು ಗಂಟಲು ತಜ್ಞರಾದ ಡಾ.ಎ.ಆರ್.ಬಾಬು, ಸಿಡಿಪಿಒ ಟಿ.ಎಂ.ಜಯಶೀಲ [374, 1001, 550, 1088]
basaveshwara-intro: ಚಾಮರಾಜನಗರ: ಡಾ.ಬಿ.ಆರ್.ಅಂಬೇಡ್ಕರ್ ಹಾಗೂ ಮೂವರ ಮಹನೀಯರು ಸಮಾಜದಲ್ಲಿ ಶಾಂತಿಕಾಪಾಡುತ್ತಿದ್ದ ನಾಡು, ನುಡಿಗಾಗಿ ಹೋರಾಟ ಮಾಡುವುದರ ಜೊತೆಗೆ ಅವರನ್ನು ಸ್ಮರಿಸಲಾಯಿತು. [6, 988, 400, 996]
cricket-headline: ಮಹನಾಯಕ ಕಪ್ ಕ್ರಿಕೆಟ್ ಪಂದ್ಯಾವಳಿ [464, 64, 680, 85]
logo-divider [890, 8, 891, 52]
club-group-photo [6, 130, 392, 227]
section-title-bar [4, 28, 404, 58]
col-divider [403, 62, 404, 367]
agriculture-col1: ಬೆಂಗಳೂರು: ಕೃಷಿ ಕ್ಷೇತ್ರದ ಅಭಿವೃದ್ಧಿಯಲ್ಲಿ ವಿಜ್ಞಾನಿಗಳು ಹಾಗೂ ವಿದ್ಯಾರ್ಥಿಗಳ ಪಾತ್ರ ಪ್ರಮುಖವಾಗಿದೆ ಎಂದು ರಾಜ್ಯಪಾಲ ಥಾವರ್‌ಚಂದ್ ಗೆಹ್ಲೋಟ್ ಅವರು ತಿಳಿಸಿದರು. ಇಂದು ಗಾಂಧಿ ಕೃಷಿ ವಿಜ್ಞಾನ ಕೇಂದ್ರದಲ್ಲಿ ಕೃಷಿ ವಿಶ್ವವಿದ್ಯಾನಿಲಯ ಬೆಂಗಳೂರು ವತಿಯಿಂದ ಆಯೋಜಿಸಿದ್ದ 59ನೇ ಘಟಿಕೋತ್ಸವ ಕಾರ್ಯಕ್ರಮದಲ್ಲಿ ಭಾಗವಹಿಸಿ ಮಾತನಾಡಿದರು. ಕೃಷಿ ಕ್ಷೇತ್ರದಲ್ಲಿ ತಾಂತ್ರಿಕ ಅವಿಷ್ಕಾರಗಳನ್ನು ಅಳವಡಿಸಿಕೊಳ್ಳುವಲ್ಲಿ ಕೃಷಿ ವಿಶ್ವವಿದ್ಯಾನಿಲಯ ಬೆಂಗಳೂರು ಮುಂಚೂಣಿಯಲ್ಲಿದೆ. 1960ರ ದಶಕದಲ್ಲಿ ಹುಟ್ಟಿದ ಕೃಷಿ ವಿಶ್ವವಿದ್ಯಾನಿಲಯ ಬೆಂಗಳೂರು ಕೃಷಿ ಶಿಕ್ಷಣ, ಸಂಶೋಧನೆ ಮತ್ತು ವಿಸ್ತರಣಾ ಕಾರ್ಯಗಳ ಮೂಲಕ ರಾಜ್ಯದ ಕೃಷಿ ಅಭಿವೃದ್ಧಿಗೆ ಅಪಾರ ಕೊಡುಗೆ ನೀಡಿದೆ. [215, 449, 392, 536]
hostel-link-url[interactable]: https://shp.karnataka.gov.in/bcwd [748, 396, 938, 407]
swamiji-group-photo [664, 1182, 942, 1272]
unknown-body-text: ಮೈಸೂರು: ಸುಮಾರು 50 ರಿಂದ 55 ವರ್ಷದ ಅಪರಿಚಿತ ವ್ಯಕ್ತಿ ಮೇ 09 ರಂದು ರೈಲುಗಾಡಿಗೆ ಸಿಕ್ಕಿ ಮೃತಪಟ್ಟಿದ್ದಾರೆ. ಮೃತ ದೇಹವು ಮೈಸೂರಿನ ಕೆ.ಆರ್ ಆಸ್ಪತ್ರೆಯ ಶವಾಗಾರದಲ್ಲಿದ್ದು, ಮೈಸೂರು ರೈಲ್ವೆ ಪೊಲೀಸ್ ಠಾಣೆಯಲ್ಲಿ ಪ್ರಕರಣ ದಾಖಲಾಗಿದೆ. ಚಹರೆ: ಸುಮಾರು 50-55 ವಯಸ್ಸಾಗಿದ್ದು, 5.3 ಅಡಿ ಎತ್ತರ, ಗೋಧಿ ಮೈಬಣ್ಣ, ಸಾಧಾರಣ ಶರೀರ ದುಂಡು ಮುಖ, ದಪ್ಪ ಮೂಗು, ಬೋಳು ತಲೆ ಇದ್ದು, ಕಪ್ಪು ಮೀಸೆ ಹೊಂದಿದ್ದು ಅಲ್ಲಲ್ಲಿ ಸುಮಾರು 1/2 ಇಂಚು ಕಪ್ಪು ಬಿಳುಪು ಕೂದಲಿರುತ್ತದೆ. ಮೈಮೇಲೆ ತುಂಬು ತೋಳಿನ ಶರ್ಟ್ ಕಪ್ಪು ಬಣ್ಣದ ಪ್ಯಾಂಟ್ ಪಾಚಿ ಬಣ್ಣದ ನಿಕರ್ (ಎ-ಮಿಜಿಟಿ) ಧರಿಸಿರುತ್ತಾರೆ. ಮೃತನ ವಾರಸುದಾರರ ಬಗ್ಗೆ ಮಾಹಿತಿ ಕಂಡುಬಂದಲ್ಲಿ ಮೈಸೂರು ಪೊಲೀಸ್ ಠಾಣೆಯ ದೂ.ಸಂ:0821-2516579 ನ್ನು ಸಂಪರ್ಕಿಸಬಹುದಾಗಿದೆ ಎಂದು ಮೈಸೂರು ರೈಲ್ವೆ ಪೊಲೀಸ್ ಠಾಣೆಯ ಠಾಣಾಧಿಕಾರಿಗಳು ಪ್ರಕಟಣೆಯಲ್ಲಿ ತಿಳಿಸಿದ್ದಾರೆ. [748, 495, 938, 604]
cricket-col2: ಗುತ್ತಿಗೆದಾರರ ಸಂಘದ ಅಧ್ಯಕ್ಷರಾದ ಉದಯ್, ಹಾಗೂ ಕಾಂಗ್ರೆಸ್ ಮುಖಂಡ ಇರ್ಫಾನ್, ಕುಮಾರ್. ಸಿ, ಮತ್ತು ನರಸಿಂಹರಾಜ ಪೊಲೀಸ್ ಠಾಣೆ ಸಬ್ ಇನ್ಸ್‌ಪೆಕ್ಟರ್ ರಾಜು, ಕೆಆರ್ ಕ್ಷೇತ್ರದ ಯುವ ಕಾಂಗ್ರೆಸ್ ಅಧ್ಯಕ್ಷ, ಮಂಜು, ಅಭಿಷೇಕ್, ಸುಹಾಸ್, ಪ್ರಜ್ವಲ್ ಹಾಗೂ ಇನ್ನು ಮುಂತಾದವರು ಭಾಗವಹಿಸಿದ್ದರು. [576, 93, 736, 146]
agriculture-col3: ಸ್ನಾತಕೋತ್ತರ ಪದವಿಯಲ್ಲಿ ಒಟ್ಟು 62 ಚಿನ್ನದ ಪದಕಗಳನ್ನು ಪ್ರದಾನ ಮಾಡಲಾಯಿತು. ಇದರಲ್ಲಿ 23 ವಿದ್ಯಾರ್ಥಿನಿಯರು ಹಾಗೂ 05 ವಿದ್ಯಾರ್ಥಿಗಳು ಕೃಷಿ ವಿಶ್ವವಿದ್ಯಾನಿಲಯ ನೀಡುವ 17 ಚಿನ್ನದ ಪದಕಗಳು ಹಾಗೂ 07 ಅವರಣದ ಚಿನ್ನದ ಪದಕಗಳನ್ನು, 25 ದಾನಿಗಳ ಚಿನ್ನದ ಪದಕಗಳು ಹಾಗೂ 13 ದಾನಿಗಳ ಚಿನ್ನದ ಪದಕ ಪ್ರಶಸ್ತಿ ಪ್ರಮಾಣ ಪತ್ರಗಳನ್ನು ಪಡೆದಿದ್ದಾರೆ. ಇದಲ್ಲದೆ, ಸ್ನಾತಕ ಪದವಿಯಲ್ಲಿ ಒಟ್ಟು 58 ಚಿನ್ನದ ಪದಕಗಳನ್ನು ಪ್ರದಾನ ಮಾಡಲಾಯಿತು. ಇದರಲ್ಲಿ 13 ವಿದ್ಯಾರ್ಥಿನಿಯರು ಹಾಗೂ 06 ವಿದ್ಯಾರ್ಥಿಗಳು ಕೃಷಿ ವಿಶ್ವವಿದ್ಯಾನಿಲಯ ನೀಡುವ 06 ಚಿನ್ನದ ಪದಕಗಳು, 04 ಆವರಣದ ಚಿನ್ನದ ಪದಕಗಳು, 01 ಕೃವಿವಿಯ ಕ್ರೀಡಾ ಚಿನ್ನದ ಪದಕ, 41 ದಾನಿಗಳ ಚಿನ್ನದ ಪದಕಗಳು ಹಾಗೂ 06 ದಾನಿಗಳ ಚಿನ್ನದ ಪದಕ ಪ್ರಶಸ್ತಿ ಪ್ರಮಾಣ ಪತ್ರಗಳನ್ನು ಪಡೆದಿದ್ದಾರೆ. ಸಮಾರಂಭದಲ್ಲಿ ಒಟ್ಟು 150 ಚಿನ್ನದ ಪದಕ ಹಾಗೂ 25 ದಾನಿಗಳ ಚಿನ್ನದ ಪದಕ ಪ್ರಶಸ್ತಿ ಪ್ರಮಾಣ ಪತ್ರಗಳನ್ನು ಒಟ್ಟು 49 ವಿದ್ಯಾರ್ಥಿಗಳು ಹಂಚಿಕೊಂಡಿದ್ದಾರೆ. ಕಾರ್ಯಕ್ರಮದಲ್ಲಿ ಕೃಷಿ ವಿಶ್ವವಿದ್ಯಾನಿಲಯದ ಕುಲಪತಿ ಡಾ.ಎಸ್.ವಿ. ಸುರೇಶ, ಆಡಳಿತ ಮಂಡಳಿಯ ಸದಸ್ಯರು ಹಾಗೂ ಅಧಿಕಾರಿಗಳು, ವಿದ್ಯಾರ್ಥಿಗಳು ಭಾಗವಹಿಸಿದ್ದರು. [564, 449, 736, 603]
power-cut-1-headline: ವಿದ್ಯುತ್ ವ್ಯತ್ಯಯ [748, 659, 825, 675]
section-rule [0, 368, 740, 369]
page-number: 5 [902, 2, 932, 56]
